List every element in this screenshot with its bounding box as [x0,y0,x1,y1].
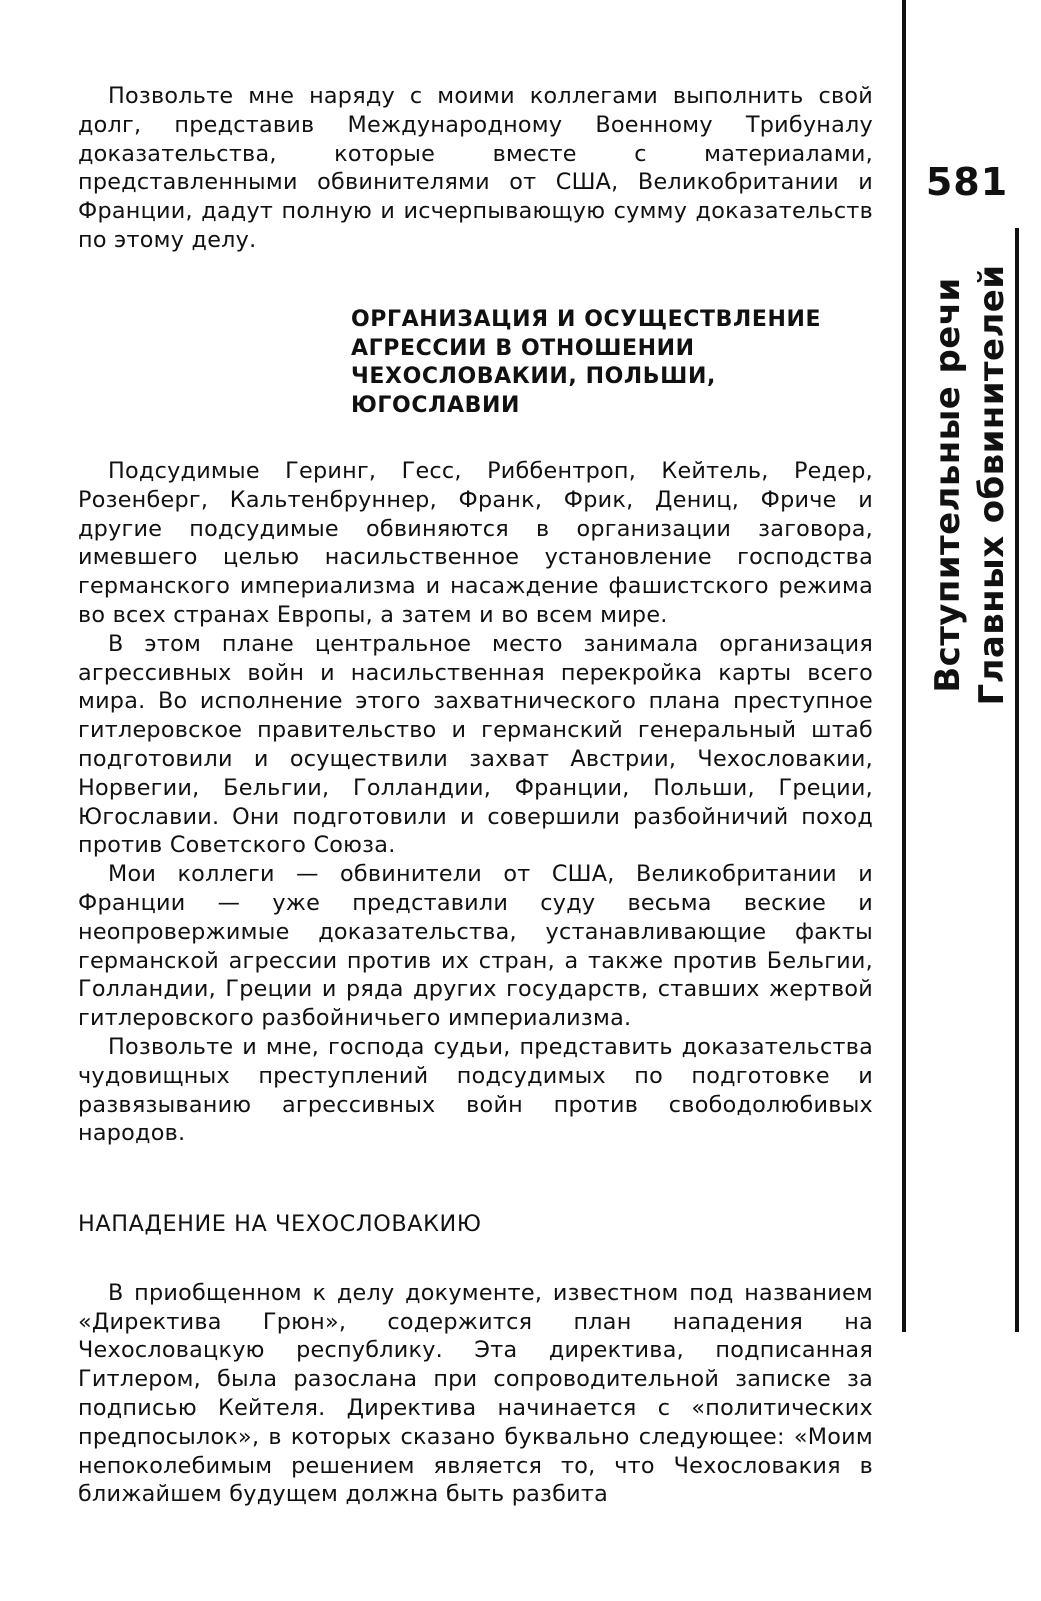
vertical-rule [902,0,906,1332]
running-title [922,250,1018,720]
section-paragraph-2: В этом плане центральное место занимала организация агрессивных войн и насильственная перекройка карты всего мира. Во исполнение этого захватнического плана преступное гитлеровское правительство и германский генеральный штаб подготовили и осуществили захват Австрии, Чехословакии, Норвегии, Бельгии, Голландии, Франции, Польши, Греции, Югославии. Они подготовили и совершили разбойничий поход против Советского Союза. [78,630,873,859]
section-paragraph-3: Мои коллеги — обвинители от США, Великобритании и Франции — уже представили суду весьма веские и неопровержимые доказательства, устанавливающие факты германской агрессии против их стран, а также против Бельгии, Голландии, Греции и ряда других государств, ставших жертвой гитлеровского разбойничьего империализма. [78,861,873,1032]
page-number: 581 [925,160,1009,204]
running-title-line-2: Главных обвинителей [972,264,1012,706]
sub-heading: НАПАДЕНИЕ НА ЧЕХОСЛОВАКИЮ [78,1211,482,1238]
sub-paragraph: В приобщенном к делу документе, известном под названием «Директива Грюн», содержится план нападения на Чехословацкую республику. Эта директива, подписанная Гитлером, была разослана при сопроводительной записке за подписью Кейтеля. Директива начинается с «политических предпосылок», в которых сказано буквально следующее: «Моим непоколебимым решением является то, что Чехословакия в ближайшем будущем должна быть разбита [78,1279,873,1508]
section-heading: ОРГАНИЗАЦИЯ И ОСУЩЕСТВЛЕНИЕ АГРЕССИИ В ОТНОШЕНИИ ЧЕХОСЛОВАКИИ, ПОЛЬШИ, ЮГОСЛАВИИ [351,306,822,419]
running-title-line-1: Вступительные речи [928,277,968,693]
intro-paragraph: Позвольте мне наряду с моими коллегами выполнить свой долг, представив Международному Военному Трибуналу доказательства, которые вместе с материалами, представленными обвинителями от США, Великобритании и Франции, дадут полную и исчерпывающую сумму доказательств по этому делу. [78,83,873,253]
section-paragraph-1: Подсудимые Геринг, Гесс, Риббентроп, Кейтель, Редер, Розенберг, Кальтенбруннер, Франк, Фрик, Дениц, Фриче и другие подсудимые обвиняются в организации заговора, имевшего целью насильственное установление господства германского империализма и насаждение фашистского режима во всех странах Европы, а затем и во всем мире. [78,457,873,628]
text-column [78,82,873,1509]
section-paragraph-4: Позвольте и мне, господа судьи, представить доказательства чудовищных преступлений подсудимых по подготовке и развязыванию агрессивных войн против свободолюбивых народов. [78,1033,873,1147]
